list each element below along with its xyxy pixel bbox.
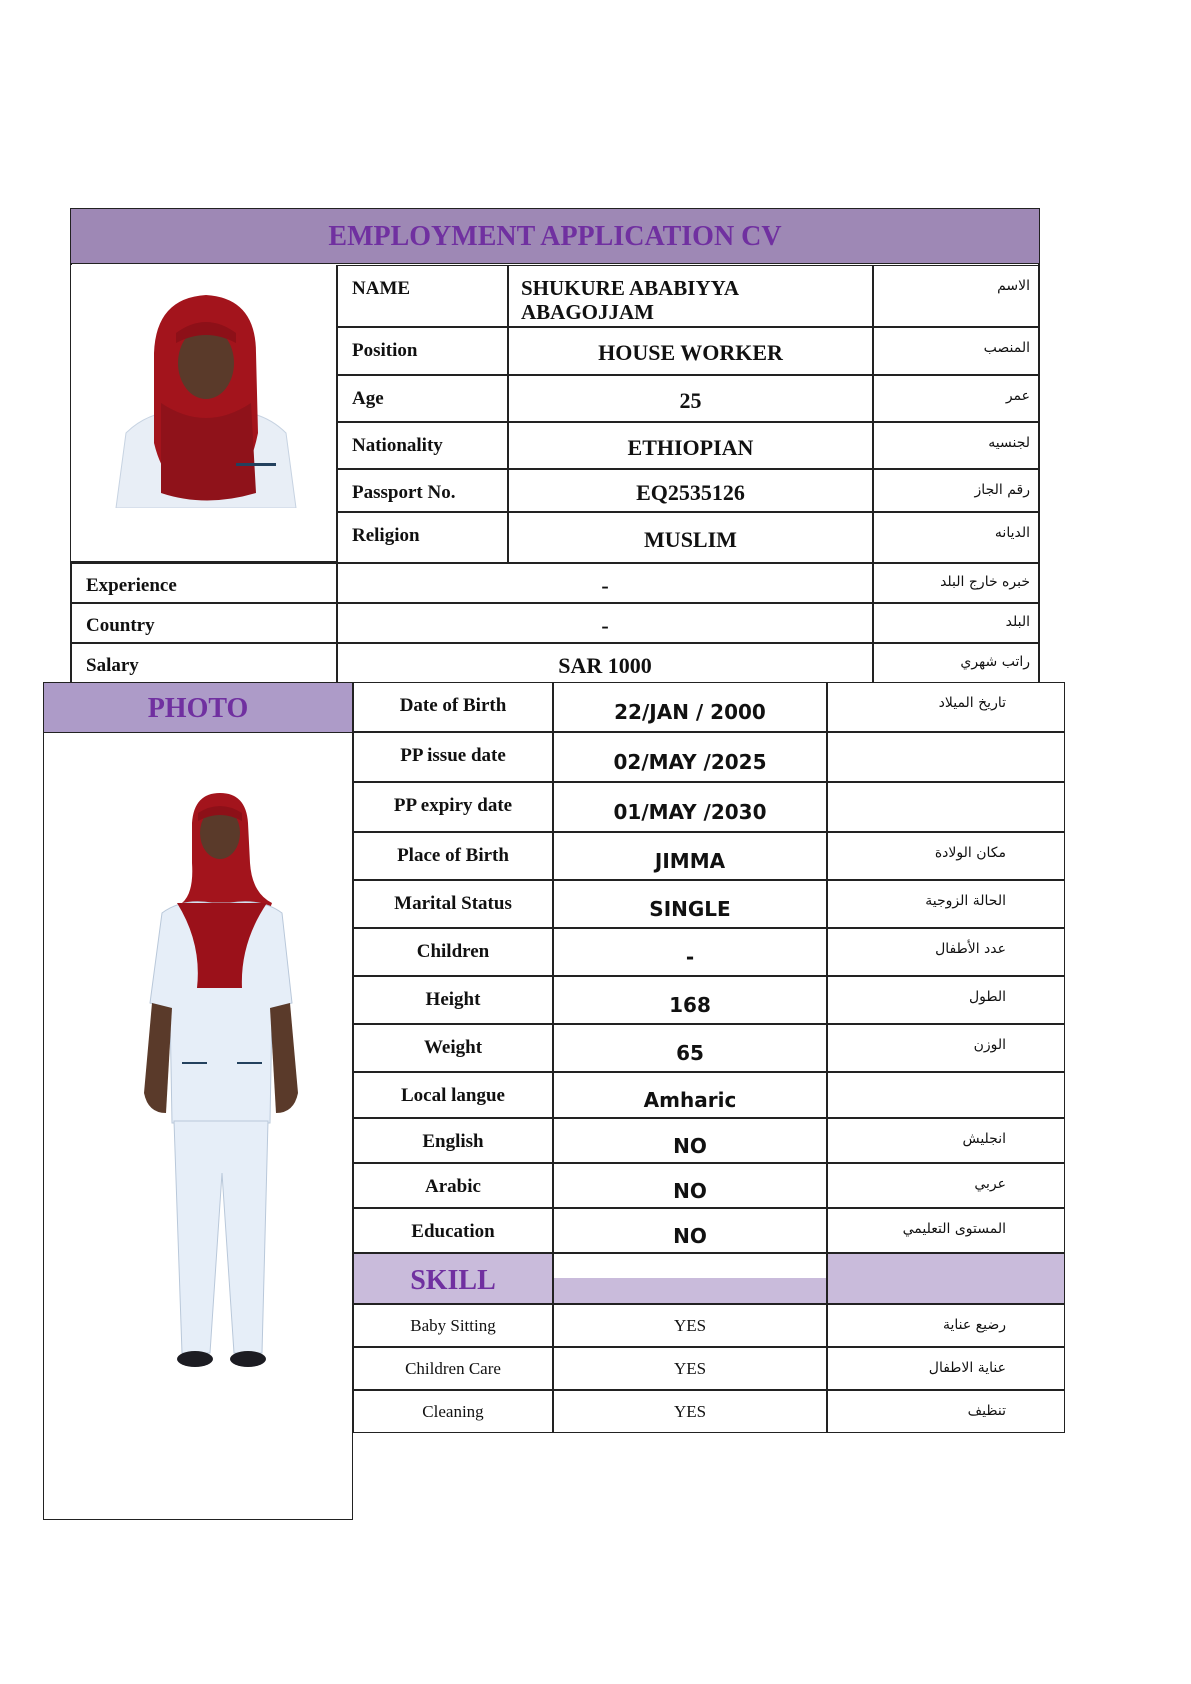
headshot-photo bbox=[106, 293, 306, 508]
row-label: Position bbox=[337, 327, 508, 375]
detail-label: Arabic bbox=[353, 1163, 553, 1208]
wide-row-arabic: راتب شهري bbox=[873, 643, 1039, 683]
cv-title: EMPLOYMENT APPLICATION CV bbox=[328, 221, 782, 252]
wide-row-label: Salary bbox=[71, 643, 337, 683]
detail-value: JIMMA bbox=[553, 832, 827, 880]
detail-value: 22/JAN / 2000 bbox=[553, 682, 827, 732]
detail-arabic: عدد الأطفال bbox=[827, 928, 1065, 976]
skill-arabic: رضيع عناية bbox=[827, 1304, 1065, 1347]
full-body-photo bbox=[122, 793, 312, 1373]
skill-header-bar bbox=[353, 1253, 553, 1304]
detail-arabic: المستوى التعليمي bbox=[827, 1208, 1065, 1253]
detail-value: NO bbox=[553, 1208, 827, 1253]
detail-label: PP issue date bbox=[353, 732, 553, 782]
skill-value: YES bbox=[553, 1390, 827, 1433]
row-arabic: المنصب bbox=[873, 327, 1039, 375]
cv-title-bar bbox=[71, 209, 1039, 264]
row-value: EQ2535126 bbox=[508, 469, 873, 512]
row-label: Religion bbox=[337, 512, 508, 563]
detail-label: Weight bbox=[353, 1024, 553, 1072]
detail-value: 65 bbox=[553, 1024, 827, 1072]
row-value: HOUSE WORKER bbox=[508, 327, 873, 375]
skill-label: Baby Sitting bbox=[353, 1304, 553, 1347]
wide-row-value: SAR 1000 bbox=[337, 643, 873, 683]
detail-arabic: الوزن bbox=[827, 1024, 1065, 1072]
row-label: Age bbox=[337, 375, 508, 422]
detail-label: Education bbox=[353, 1208, 553, 1253]
detail-label: Children bbox=[353, 928, 553, 976]
detail-label: Place of Birth bbox=[353, 832, 553, 880]
skill-header-right bbox=[827, 1253, 1065, 1304]
row-arabic: الديانه bbox=[873, 512, 1039, 563]
detail-value: 01/MAY /2030 bbox=[553, 782, 827, 832]
detail-arabic: الطول bbox=[827, 976, 1065, 1024]
detail-label: PP expiry date bbox=[353, 782, 553, 832]
detail-label: Date of Birth bbox=[353, 682, 553, 732]
wide-row-arabic: خبره خارج البلد bbox=[873, 563, 1039, 603]
detail-value: Amharic bbox=[553, 1072, 827, 1118]
row-arabic: عمر bbox=[873, 375, 1039, 422]
skill-label: Children Care bbox=[353, 1347, 553, 1390]
name-value: SHUKURE ABABIYYA ABAGOJJAM bbox=[508, 265, 873, 327]
photo-header-bar bbox=[44, 683, 352, 733]
row-arabic: لجنسيه bbox=[873, 422, 1039, 469]
row-label: Passport No. bbox=[337, 469, 508, 512]
skill-value: YES bbox=[553, 1347, 827, 1390]
skill-arabic: عناية الاطفال bbox=[827, 1347, 1065, 1390]
detail-value: NO bbox=[553, 1163, 827, 1208]
row-value: MUSLIM bbox=[508, 512, 873, 563]
skill-label: Cleaning bbox=[353, 1390, 553, 1433]
detail-value: 168 bbox=[553, 976, 827, 1024]
detail-value: 02/MAY /2025 bbox=[553, 732, 827, 782]
detail-arabic: انجليش bbox=[827, 1118, 1065, 1163]
skill-header: SKILL bbox=[410, 1265, 496, 1296]
row-arabic: رقم الجاز bbox=[873, 469, 1039, 512]
detail-arabic bbox=[827, 732, 1065, 782]
row-label: NAME bbox=[337, 265, 508, 327]
wide-row-arabic: البلد bbox=[873, 603, 1039, 643]
detail-arabic: الحالة الزوجية bbox=[827, 880, 1065, 928]
detail-label: Height bbox=[353, 976, 553, 1024]
detail-value: - bbox=[553, 928, 827, 976]
detail-arabic bbox=[827, 1072, 1065, 1118]
detail-label: Local langue bbox=[353, 1072, 553, 1118]
row-value: 25 bbox=[508, 375, 873, 422]
wide-row-label: Experience bbox=[71, 563, 337, 603]
row-arabic: الاسم bbox=[873, 265, 1039, 327]
detail-arabic: تاريخ الميلاد bbox=[827, 682, 1065, 732]
detail-value: NO bbox=[553, 1118, 827, 1163]
detail-arabic: عربي bbox=[827, 1163, 1065, 1208]
skill-header-band bbox=[554, 1278, 826, 1303]
skill-arabic: تنظيف bbox=[827, 1390, 1065, 1433]
wide-row-value: - bbox=[337, 563, 873, 603]
wide-row-label: Country bbox=[71, 603, 337, 643]
detail-label: English bbox=[353, 1118, 553, 1163]
row-label: Nationality bbox=[337, 422, 508, 469]
headshot-cell bbox=[71, 265, 337, 563]
detail-arabic: مكان الولادة bbox=[827, 832, 1065, 880]
detail-arabic bbox=[827, 782, 1065, 832]
detail-label: Marital Status bbox=[353, 880, 553, 928]
photo-header: PHOTO bbox=[147, 693, 249, 724]
row-value: ETHIOPIAN bbox=[508, 422, 873, 469]
skill-value: YES bbox=[553, 1304, 827, 1347]
detail-value: SINGLE bbox=[553, 880, 827, 928]
photo-panel bbox=[43, 682, 353, 1520]
skill-header-middle bbox=[553, 1253, 827, 1304]
wide-row-value: - bbox=[337, 603, 873, 643]
